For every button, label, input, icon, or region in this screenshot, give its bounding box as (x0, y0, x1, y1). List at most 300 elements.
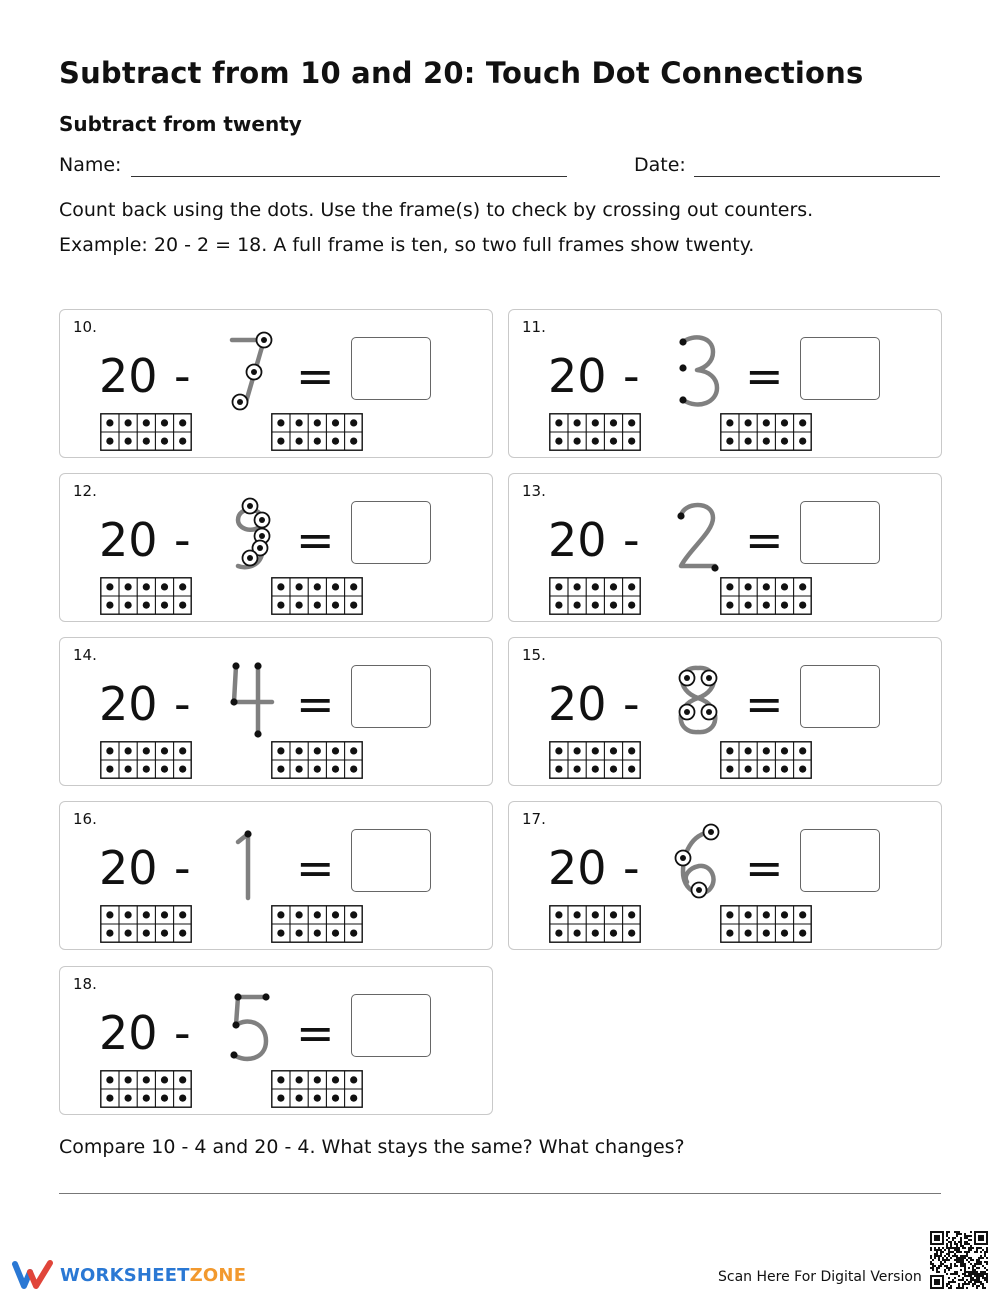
frame-counter (296, 1095, 303, 1102)
problem-card (508, 473, 942, 622)
frame-counter (106, 930, 113, 937)
frame-counter (332, 911, 339, 918)
minus-sign: - (174, 513, 191, 567)
frame-counter (763, 930, 770, 937)
frame-counter (799, 766, 806, 773)
frame-counter (161, 583, 168, 590)
minuend: 20 (99, 513, 158, 567)
touch-point (680, 855, 686, 861)
problem-card (508, 637, 942, 786)
frame-counter (610, 438, 617, 445)
frame-counter (277, 766, 284, 773)
frame-counter (592, 766, 599, 773)
minus-sign: - (623, 513, 640, 567)
frame-counter (277, 911, 284, 918)
touch-dot-digit-8 (669, 656, 727, 740)
frame-counter (745, 747, 752, 754)
frame-counter (296, 438, 303, 445)
touch-point (259, 517, 265, 523)
touch-point (708, 829, 714, 835)
frame-counter (332, 438, 339, 445)
problem-card (59, 473, 493, 622)
problem-number: 13. (522, 482, 546, 500)
frame-counter (350, 911, 357, 918)
minus-sign: - (174, 841, 191, 895)
frame-counter (350, 583, 357, 590)
frame-counter (179, 602, 186, 609)
frame-counter (726, 911, 733, 918)
frame-counter (125, 930, 132, 937)
example-text: Example: 20 - 2 = 18. A full frame is ten, so two full frames show twenty. (59, 234, 755, 256)
answer-box[interactable] (351, 829, 431, 892)
frame-counter (726, 930, 733, 937)
frame-counter (125, 1076, 132, 1083)
frame-counter (763, 438, 770, 445)
frame-counter (781, 930, 788, 937)
frame-counter (628, 911, 635, 918)
frame-counter (726, 602, 733, 609)
ten-frame[interactable] (100, 1070, 192, 1108)
frame-counter (125, 1095, 132, 1102)
frame-counter (610, 602, 617, 609)
frame-counter (745, 602, 752, 609)
frame-counter (726, 419, 733, 426)
digit-stroke (681, 505, 715, 566)
frame-counter (161, 1076, 168, 1083)
minus-sign: - (174, 1006, 191, 1060)
frame-counter (125, 583, 132, 590)
frame-counter (143, 766, 150, 773)
frame-counter (179, 419, 186, 426)
frame-counter (296, 930, 303, 937)
page-title: Subtract from 10 and 20: Touch Dot Connections (59, 56, 864, 90)
frame-counter (161, 1095, 168, 1102)
frame-counter (314, 911, 321, 918)
touch-point (244, 830, 251, 837)
answer-box[interactable] (800, 337, 880, 400)
answer-box[interactable] (800, 501, 880, 564)
touch-point (259, 533, 265, 539)
frame-counter (745, 583, 752, 590)
problem-number: 11. (522, 318, 546, 336)
frame-counter (574, 911, 581, 918)
touch-dot-digit-9 (220, 492, 278, 576)
frame-counter (350, 438, 357, 445)
ten-frame[interactable] (100, 413, 192, 451)
frame-counter (125, 766, 132, 773)
frame-counter (161, 602, 168, 609)
frame-counter (296, 747, 303, 754)
frame-counter (592, 438, 599, 445)
frame-counter (781, 602, 788, 609)
frame-counter (277, 419, 284, 426)
frame-counter (555, 747, 562, 754)
frame-counter (143, 930, 150, 937)
minus-sign: - (623, 841, 640, 895)
frame-counter (726, 766, 733, 773)
touch-point (237, 399, 243, 405)
frame-counter (143, 747, 150, 754)
frame-counter (628, 766, 635, 773)
touch-point (247, 555, 253, 561)
compare-question: Compare 10 - 4 and 20 - 4. What stays the same? What changes? (59, 1136, 685, 1158)
frame-counter (574, 602, 581, 609)
touch-point (257, 545, 263, 551)
instruction-text: Count back using the dots. Use the frame(s) to check by crossing out counters. (59, 199, 814, 221)
minuend: 20 (99, 349, 158, 403)
frame-counter (350, 747, 357, 754)
ten-frame[interactable] (720, 577, 812, 615)
frame-counter (314, 1076, 321, 1083)
frame-counter (610, 583, 617, 590)
frame-counter (799, 602, 806, 609)
frame-counter (106, 911, 113, 918)
touch-dot-digit-5 (220, 985, 278, 1069)
frame-counter (179, 747, 186, 754)
frame-counter (332, 1076, 339, 1083)
frame-counter (574, 419, 581, 426)
equals-sign: = (296, 1006, 335, 1060)
digit-stroke (238, 834, 248, 898)
frame-counter (277, 930, 284, 937)
frame-counter (799, 438, 806, 445)
frame-counter (781, 766, 788, 773)
answer-box[interactable] (351, 665, 431, 728)
touch-point (679, 338, 686, 345)
frame-counter (555, 930, 562, 937)
answer-writing-line[interactable] (59, 1193, 941, 1194)
frame-counter (277, 1095, 284, 1102)
frame-counter (781, 419, 788, 426)
frame-counter (277, 602, 284, 609)
frame-counter (332, 602, 339, 609)
qr-code-icon[interactable] (930, 1231, 988, 1289)
minus-sign: - (174, 677, 191, 731)
frame-counter (781, 438, 788, 445)
frame-counter (555, 766, 562, 773)
problem-number: 12. (73, 482, 97, 500)
frame-counter (745, 911, 752, 918)
digit-stroke (234, 666, 272, 734)
frame-counter (125, 747, 132, 754)
frame-counter (628, 583, 635, 590)
frame-counter (781, 747, 788, 754)
touch-point (254, 730, 261, 737)
frame-counter (763, 766, 770, 773)
frame-counter (628, 747, 635, 754)
touch-point (234, 993, 241, 1000)
frame-counter (610, 766, 617, 773)
frame-counter (745, 419, 752, 426)
frame-counter (745, 438, 752, 445)
frame-counter (106, 438, 113, 445)
frame-counter (125, 602, 132, 609)
problem-number: 10. (73, 318, 97, 336)
date-label: Date: (634, 154, 686, 176)
frame-counter (332, 419, 339, 426)
frame-counter (314, 766, 321, 773)
minuend: 20 (99, 841, 158, 895)
equals-sign: = (296, 841, 335, 895)
frame-counter (179, 766, 186, 773)
frame-counter (179, 1076, 186, 1083)
frame-counter (143, 583, 150, 590)
frame-counter (628, 438, 635, 445)
answer-box[interactable] (800, 665, 880, 728)
ten-frame[interactable] (100, 741, 192, 779)
problem-number: 15. (522, 646, 546, 664)
frame-counter (763, 583, 770, 590)
touch-point (684, 675, 690, 681)
equals-sign: = (296, 677, 335, 731)
touch-point (261, 337, 267, 343)
touch-point (262, 993, 269, 1000)
answer-box[interactable] (800, 829, 880, 892)
frame-counter (296, 1076, 303, 1083)
equals-sign: = (296, 513, 335, 567)
frame-counter (179, 930, 186, 937)
frame-counter (799, 583, 806, 590)
touch-point (706, 675, 712, 681)
minus-sign: - (623, 677, 640, 731)
frame-counter (763, 747, 770, 754)
frame-counter (143, 602, 150, 609)
date-field-line[interactable] (694, 176, 940, 177)
frame-counter (143, 438, 150, 445)
scan-text: Scan Here For Digital Version (718, 1269, 922, 1285)
worksheetzone-logo (12, 1258, 246, 1292)
frame-counter (763, 602, 770, 609)
answer-box[interactable] (351, 337, 431, 400)
frame-counter (277, 1076, 284, 1083)
ten-frame[interactable] (271, 413, 363, 451)
problem-card (59, 309, 493, 458)
frame-counter (555, 419, 562, 426)
frame-counter (296, 419, 303, 426)
frame-counter (314, 1095, 321, 1102)
frame-counter (592, 747, 599, 754)
touch-point (677, 512, 684, 519)
ten-frame[interactable] (549, 905, 641, 943)
minuend: 20 (99, 1006, 158, 1060)
minuend: 20 (548, 349, 607, 403)
frame-counter (799, 419, 806, 426)
frame-counter (628, 930, 635, 937)
frame-counter (350, 602, 357, 609)
frame-counter (350, 766, 357, 773)
minuend: 20 (548, 841, 607, 895)
frame-counter (277, 747, 284, 754)
frame-counter (781, 583, 788, 590)
touch-point (706, 709, 712, 715)
frame-counter (763, 419, 770, 426)
frame-counter (781, 911, 788, 918)
digit-stroke (683, 337, 717, 404)
frame-counter (745, 930, 752, 937)
logo-text-part1: WORKSHEET (60, 1264, 190, 1286)
touch-dot-digit-6 (669, 820, 727, 904)
frame-counter (314, 930, 321, 937)
frame-counter (314, 583, 321, 590)
problem-number: 18. (73, 975, 97, 993)
touch-dot-digit-7 (220, 328, 278, 412)
minuend: 20 (99, 677, 158, 731)
ten-frame[interactable] (271, 1070, 363, 1108)
frame-counter (592, 911, 599, 918)
minuend: 20 (548, 677, 607, 731)
equals-sign: = (745, 513, 784, 567)
frame-counter (332, 583, 339, 590)
frame-counter (799, 930, 806, 937)
ten-frame[interactable] (720, 905, 812, 943)
ten-frame[interactable] (720, 741, 812, 779)
problem-card (508, 309, 942, 458)
frame-counter (628, 419, 635, 426)
frame-counter (350, 1076, 357, 1083)
minus-sign: - (174, 349, 191, 403)
frame-counter (332, 766, 339, 773)
frame-counter (555, 911, 562, 918)
frame-counter (610, 747, 617, 754)
touch-dot-digit-4 (220, 656, 278, 740)
touch-point (696, 887, 702, 893)
frame-counter (179, 911, 186, 918)
frame-counter (161, 419, 168, 426)
frame-counter (125, 438, 132, 445)
frame-counter (332, 1095, 339, 1102)
frame-counter (106, 1076, 113, 1083)
problem-card (59, 966, 493, 1115)
frame-counter (350, 419, 357, 426)
touch-point (230, 698, 237, 705)
frame-counter (143, 1095, 150, 1102)
frame-counter (161, 911, 168, 918)
frame-counter (106, 602, 113, 609)
frame-counter (574, 583, 581, 590)
frame-counter (574, 438, 581, 445)
equals-sign: = (745, 349, 784, 403)
frame-counter (726, 438, 733, 445)
ten-frame[interactable] (549, 741, 641, 779)
page-subtitle: Subtract from twenty (59, 112, 302, 136)
frame-counter (106, 583, 113, 590)
frame-counter (555, 438, 562, 445)
equals-sign: = (745, 841, 784, 895)
touch-dot-digit-2 (669, 492, 727, 576)
frame-counter (161, 747, 168, 754)
frame-counter (179, 1095, 186, 1102)
ten-frame[interactable] (100, 905, 192, 943)
touch-point (251, 369, 257, 375)
frame-counter (350, 930, 357, 937)
touch-dot-digit-3 (669, 328, 727, 412)
frame-counter (610, 911, 617, 918)
touch-point (254, 662, 261, 669)
frame-counter (179, 583, 186, 590)
ten-frame[interactable] (271, 905, 363, 943)
problem-number: 17. (522, 810, 546, 828)
frame-counter (592, 419, 599, 426)
answer-box[interactable] (351, 994, 431, 1057)
touch-point (232, 662, 239, 669)
problem-card (59, 801, 493, 950)
ten-frame[interactable] (720, 413, 812, 451)
frame-counter (106, 1095, 113, 1102)
frame-counter (610, 930, 617, 937)
touch-point (684, 709, 690, 715)
frame-counter (161, 930, 168, 937)
touch-point (711, 564, 718, 571)
frame-counter (332, 747, 339, 754)
frame-counter (332, 930, 339, 937)
touch-dot-digit-1 (220, 820, 278, 904)
digit-stroke (234, 997, 266, 1059)
ten-frame[interactable] (549, 577, 641, 615)
frame-counter (610, 419, 617, 426)
frame-counter (277, 583, 284, 590)
problem-card (59, 637, 493, 786)
ten-frame[interactable] (271, 741, 363, 779)
frame-counter (628, 602, 635, 609)
equals-sign: = (745, 677, 784, 731)
ten-frame[interactable] (271, 577, 363, 615)
frame-counter (143, 911, 150, 918)
answer-box[interactable] (351, 501, 431, 564)
frame-counter (143, 1076, 150, 1083)
equals-sign: = (296, 349, 335, 403)
frame-counter (726, 583, 733, 590)
touch-point (679, 364, 686, 371)
problem-card (508, 801, 942, 950)
frame-counter (106, 766, 113, 773)
frame-counter (763, 911, 770, 918)
frame-counter (574, 747, 581, 754)
logo-text-part2: ZONE (189, 1264, 247, 1286)
frame-counter (574, 766, 581, 773)
frame-counter (296, 766, 303, 773)
logo-mark-icon (12, 1260, 54, 1290)
frame-counter (592, 602, 599, 609)
frame-counter (592, 930, 599, 937)
name-field-line[interactable] (131, 176, 567, 177)
frame-counter (799, 911, 806, 918)
ten-frame[interactable] (549, 413, 641, 451)
touch-point (679, 396, 686, 403)
frame-counter (592, 583, 599, 590)
frame-counter (799, 747, 806, 754)
ten-frame[interactable] (100, 577, 192, 615)
frame-counter (125, 911, 132, 918)
touch-point (230, 1051, 237, 1058)
name-label: Name: (59, 154, 122, 176)
frame-counter (106, 419, 113, 426)
frame-counter (745, 766, 752, 773)
problem-number: 14. (73, 646, 97, 664)
frame-counter (161, 438, 168, 445)
logo-text (60, 1265, 246, 1286)
touch-point (232, 1021, 239, 1028)
frame-counter (314, 747, 321, 754)
frame-counter (296, 583, 303, 590)
frame-counter (314, 602, 321, 609)
frame-counter (555, 602, 562, 609)
frame-counter (314, 438, 321, 445)
minus-sign: - (623, 349, 640, 403)
frame-counter (314, 419, 321, 426)
frame-counter (277, 438, 284, 445)
frame-counter (296, 911, 303, 918)
problem-number: 16. (73, 810, 97, 828)
